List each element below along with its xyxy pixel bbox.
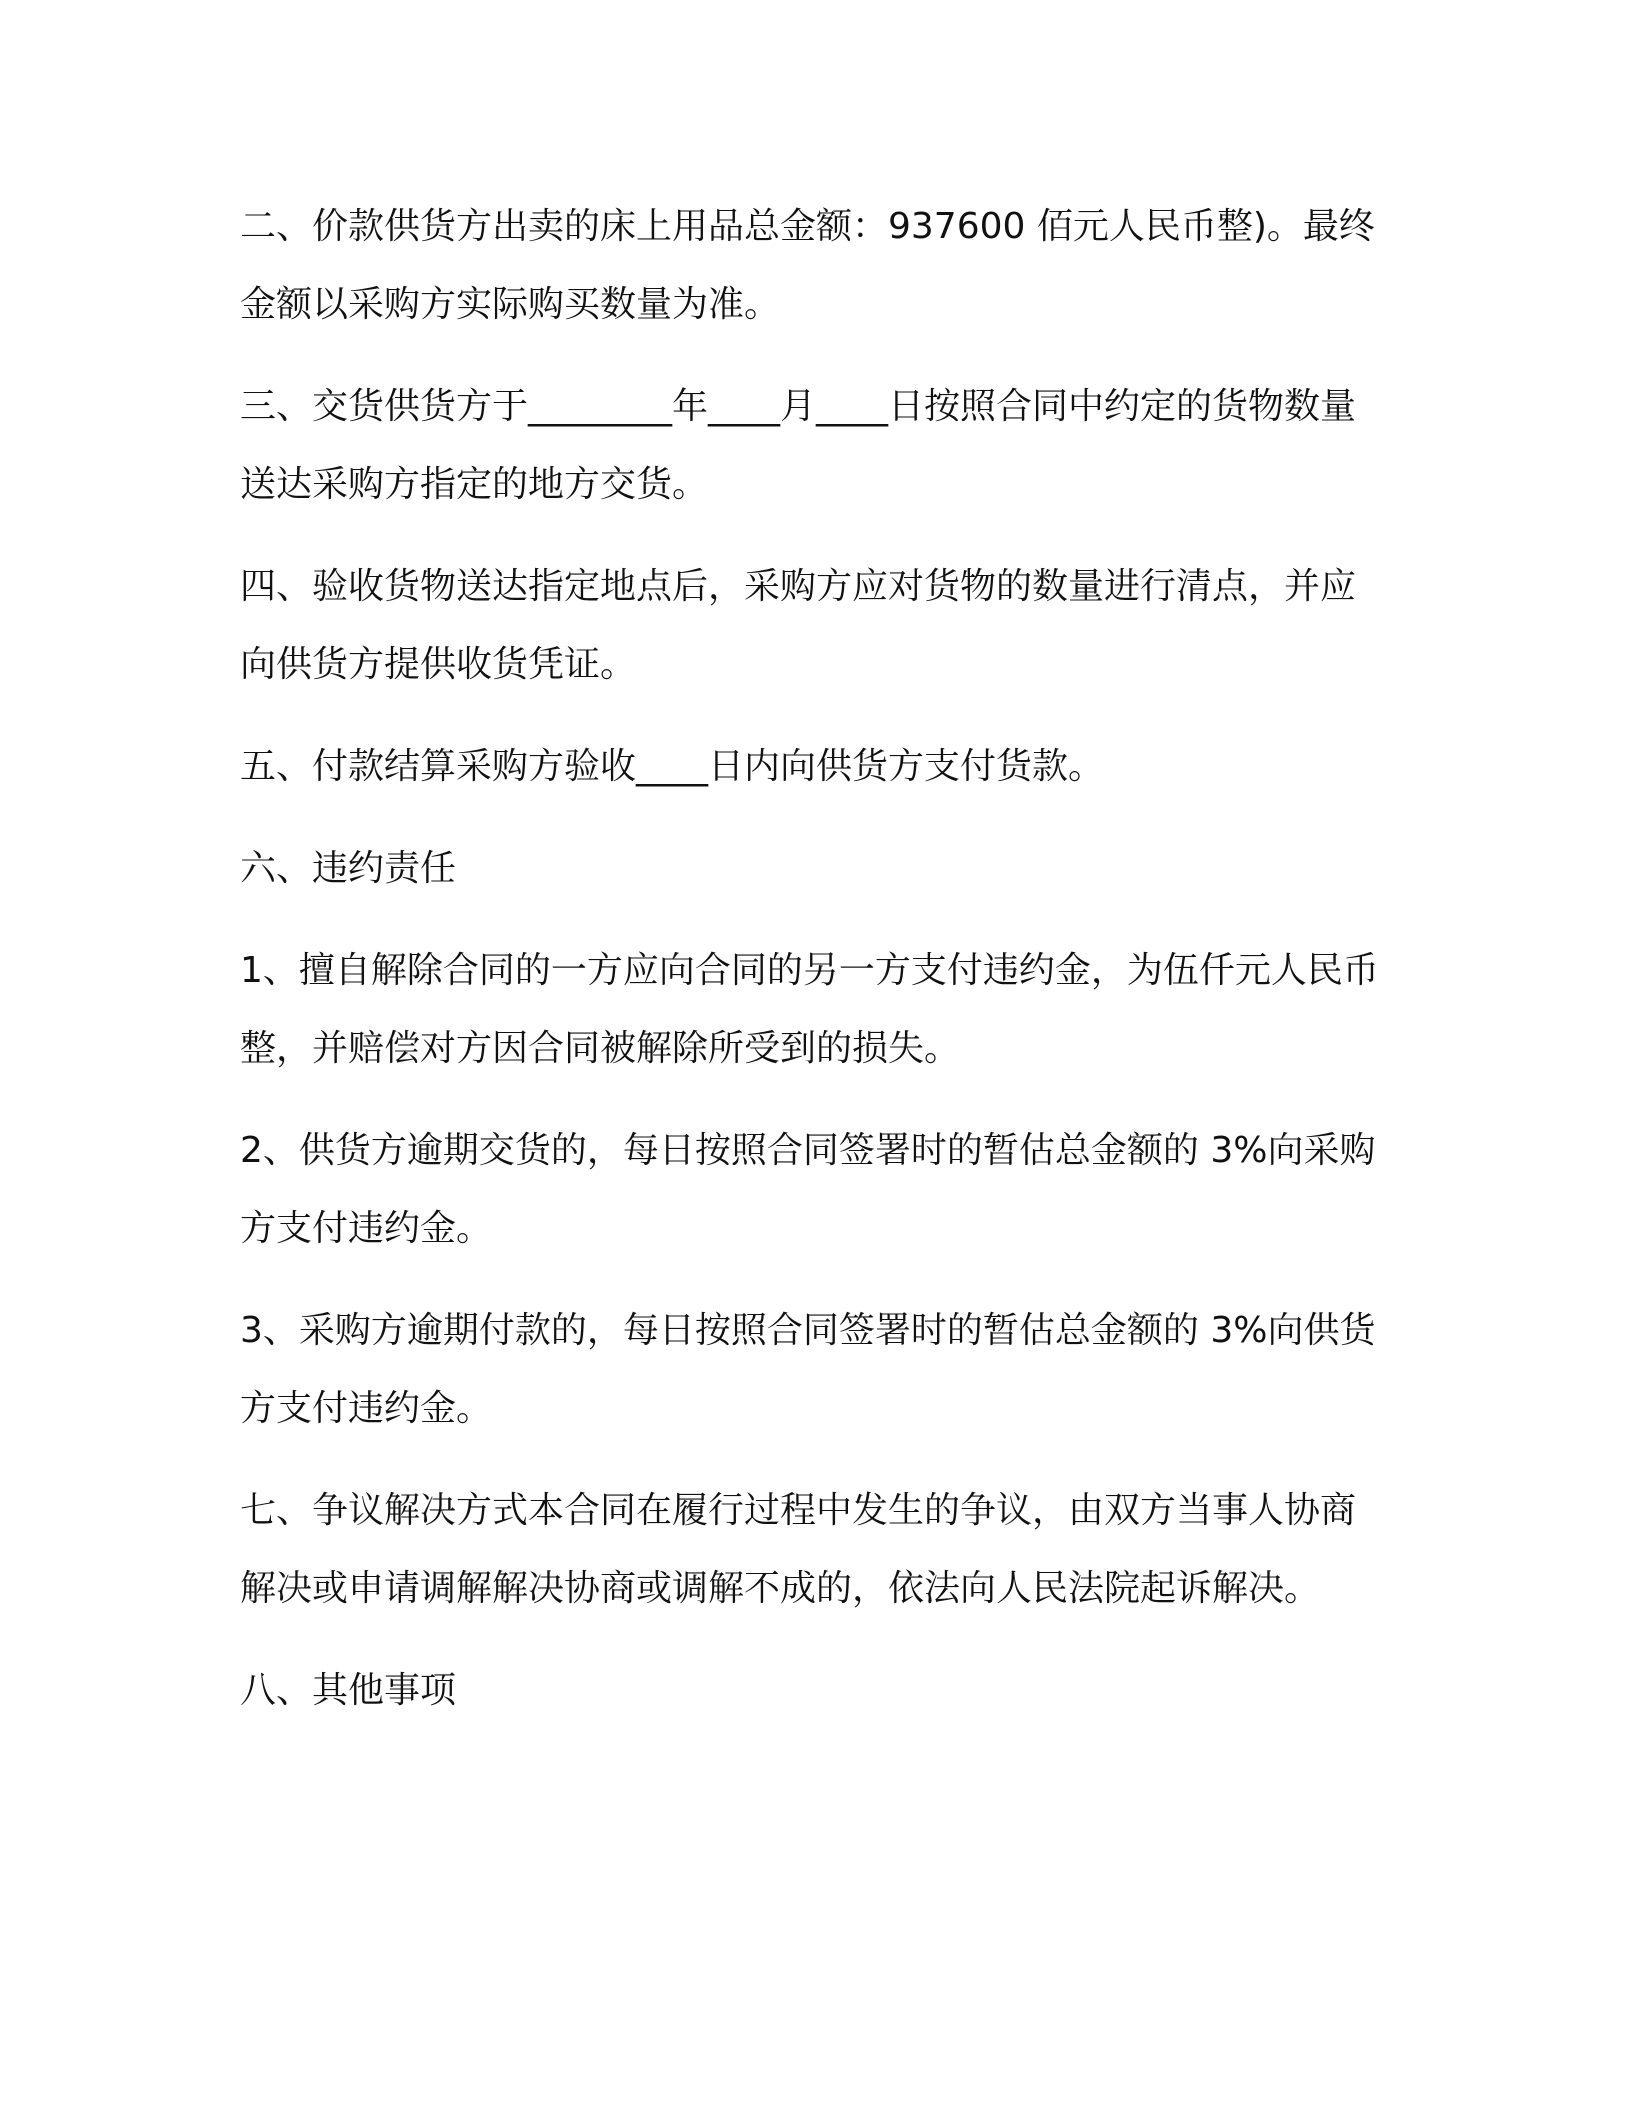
clause-inspection: 四、验收货物送达指定地点后，采购方应对货物的数量进行清点，并应向供货方提供收货凭证。 bbox=[240, 566, 1357, 685]
clause-liability-heading: 六、违约责任 bbox=[240, 848, 457, 889]
liability-item-1: 1、擅自解除合同的一方应向合同的另一方支付违约金，为伍仟元人民币整，并赔偿对方因合同被解除所受到的损失。 bbox=[240, 950, 1379, 1069]
document-body bbox=[240, 188, 1380, 1754]
liability-item-2: 2、供货方逾期交货的，每日按照合同签署时的暂估总金额的 3%向采购方支付违约金。 bbox=[240, 1130, 1376, 1249]
clause-other-heading: 八、其他事项 bbox=[240, 1670, 457, 1711]
liability-item-3: 3、采购方逾期付款的，每日按照合同签署时的暂估总金额的 3%向供货方支付违约金。 bbox=[240, 1310, 1376, 1429]
clause-payment: 五、付款结算采购方验收____日内向供货方支付货款。 bbox=[240, 746, 1105, 787]
clause-dispute: 七、争议解决方式本合同在履行过程中发生的争议，由双方当事人协商解决或申请调解解决协商或调解不成的，依法向人民法院起诉解决。 bbox=[240, 1490, 1357, 1609]
clause-delivery: 三、交货供货方于________年____月____日按照合同中约定的货物数量送达采购方指定的地方交货。 bbox=[240, 386, 1357, 505]
clause-price: 二、价款供货方出卖的床上用品总金额：937600 佰元人民币整)。最终金额以采购方实际购买数量为准。 bbox=[240, 206, 1375, 325]
